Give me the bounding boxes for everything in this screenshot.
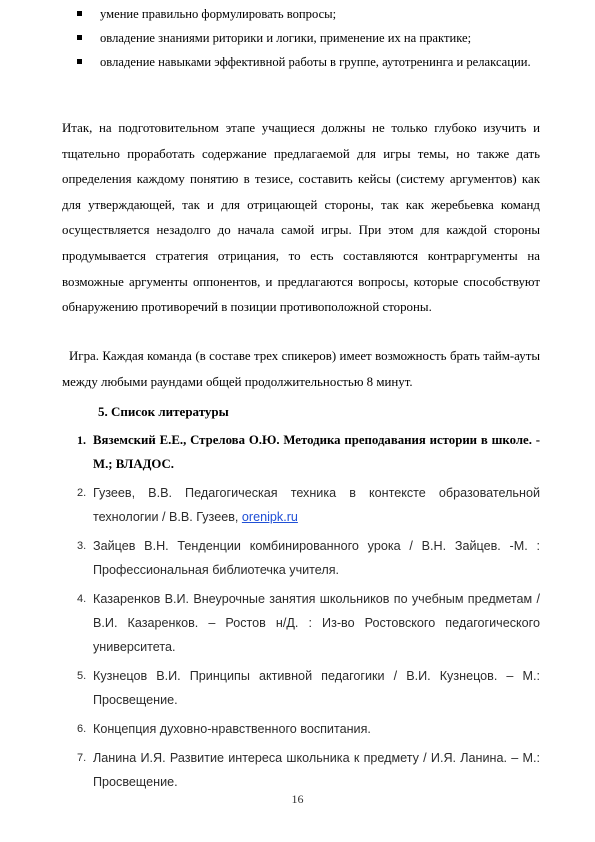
bullet-text: овладение навыками эффективной работы в группе, аутотренинга и релаксации. bbox=[100, 55, 531, 69]
preparation-paragraph: Итак, на подготовительном этапе учащиеся должны не только глубоко изучить и тщательно проработать содержание предлагаемой для игры темы, но также дать определения каждому понятию в тезисе, составить кейсы (систему аргументов) как для утверждающей, так и для отрицающей стороны, так как жеребьевка команд осуществляется незадолго до начала самой игры. При этом для каждой стороны продумывается стратегия отрицания, то есть составляются контраргументы на возможные аргументы оппонентов, и предлагаются вопросы, которые способствуют обнаружению противоречий в позиции противоположной стороны. bbox=[62, 121, 540, 315]
reference-number: 2. bbox=[77, 487, 87, 499]
reference-text: Казаренков В.И. Внеурочные занятия школьников по учебным предметам / В.И. Казаренков. – Ростов н/Д. : Из-во Ростовского педагогического университета. bbox=[93, 592, 540, 654]
bullet-text: умение правильно формулировать вопросы; bbox=[100, 7, 337, 21]
reference-text: Вяземский Е.Е., Стрелова О.Ю. Методика преподавания истории в школе. - М.; ВЛАДОС. bbox=[93, 433, 540, 471]
reference-item bbox=[62, 534, 540, 582]
reference-item bbox=[62, 481, 540, 529]
references-list bbox=[62, 428, 540, 794]
bullet-item bbox=[76, 2, 540, 26]
reference-link[interactable]: orenipk.ru bbox=[241, 510, 298, 524]
reference-item bbox=[62, 746, 540, 794]
reference-number: 7. bbox=[77, 752, 87, 764]
reference-text: Ланина И.Я. Развитие интереса школьника к предмету / И.Я. Ланина. – М.: Просвещение. bbox=[93, 751, 540, 789]
reference-number: 6. bbox=[77, 723, 87, 735]
reference-number: 1. bbox=[77, 433, 86, 447]
reference-item bbox=[62, 428, 540, 476]
square-bullet-icon bbox=[77, 59, 82, 64]
bullet-item bbox=[76, 50, 540, 74]
reference-number: 4. bbox=[77, 593, 87, 605]
references-heading: 5. Список литературы bbox=[98, 404, 229, 419]
square-bullet-icon bbox=[77, 35, 82, 40]
reference-number: 3. bbox=[77, 540, 87, 552]
reference-item bbox=[62, 664, 540, 712]
page-number: 16 bbox=[291, 792, 304, 806]
reference-text: Кузнецов В.И. Принципы активной педагогики / В.И. Кузнецов. – М.: Просвещение. bbox=[93, 669, 540, 707]
bullet-item bbox=[76, 26, 540, 50]
reference-number: 5. bbox=[77, 670, 87, 682]
reference-item bbox=[62, 717, 540, 741]
square-bullet-icon bbox=[77, 11, 82, 16]
skills-bullet-list bbox=[76, 2, 540, 74]
reference-text: Зайцев В.Н. Тенденции комбинированного урока / В.Н. Зайцев. -М. : Профессиональная библиотечка учителя. bbox=[93, 539, 540, 577]
bullet-text: овладение знаниями риторики и логики, применение их на практике; bbox=[100, 31, 472, 45]
reference-text: Гузеев, В.В. Педагогическая техника в контексте образовательной технологии / В.В. Гузеев, bbox=[93, 486, 540, 524]
game-paragraph: Игра. Каждая команда (в составе трех спикеров) имеет возможность брать тайм-ауты между любыми раундами общей продолжительностью 8 минут. bbox=[62, 349, 540, 389]
reference-text: Концепция духовно-нравственного воспитания. bbox=[93, 722, 371, 736]
reference-item bbox=[62, 587, 540, 659]
